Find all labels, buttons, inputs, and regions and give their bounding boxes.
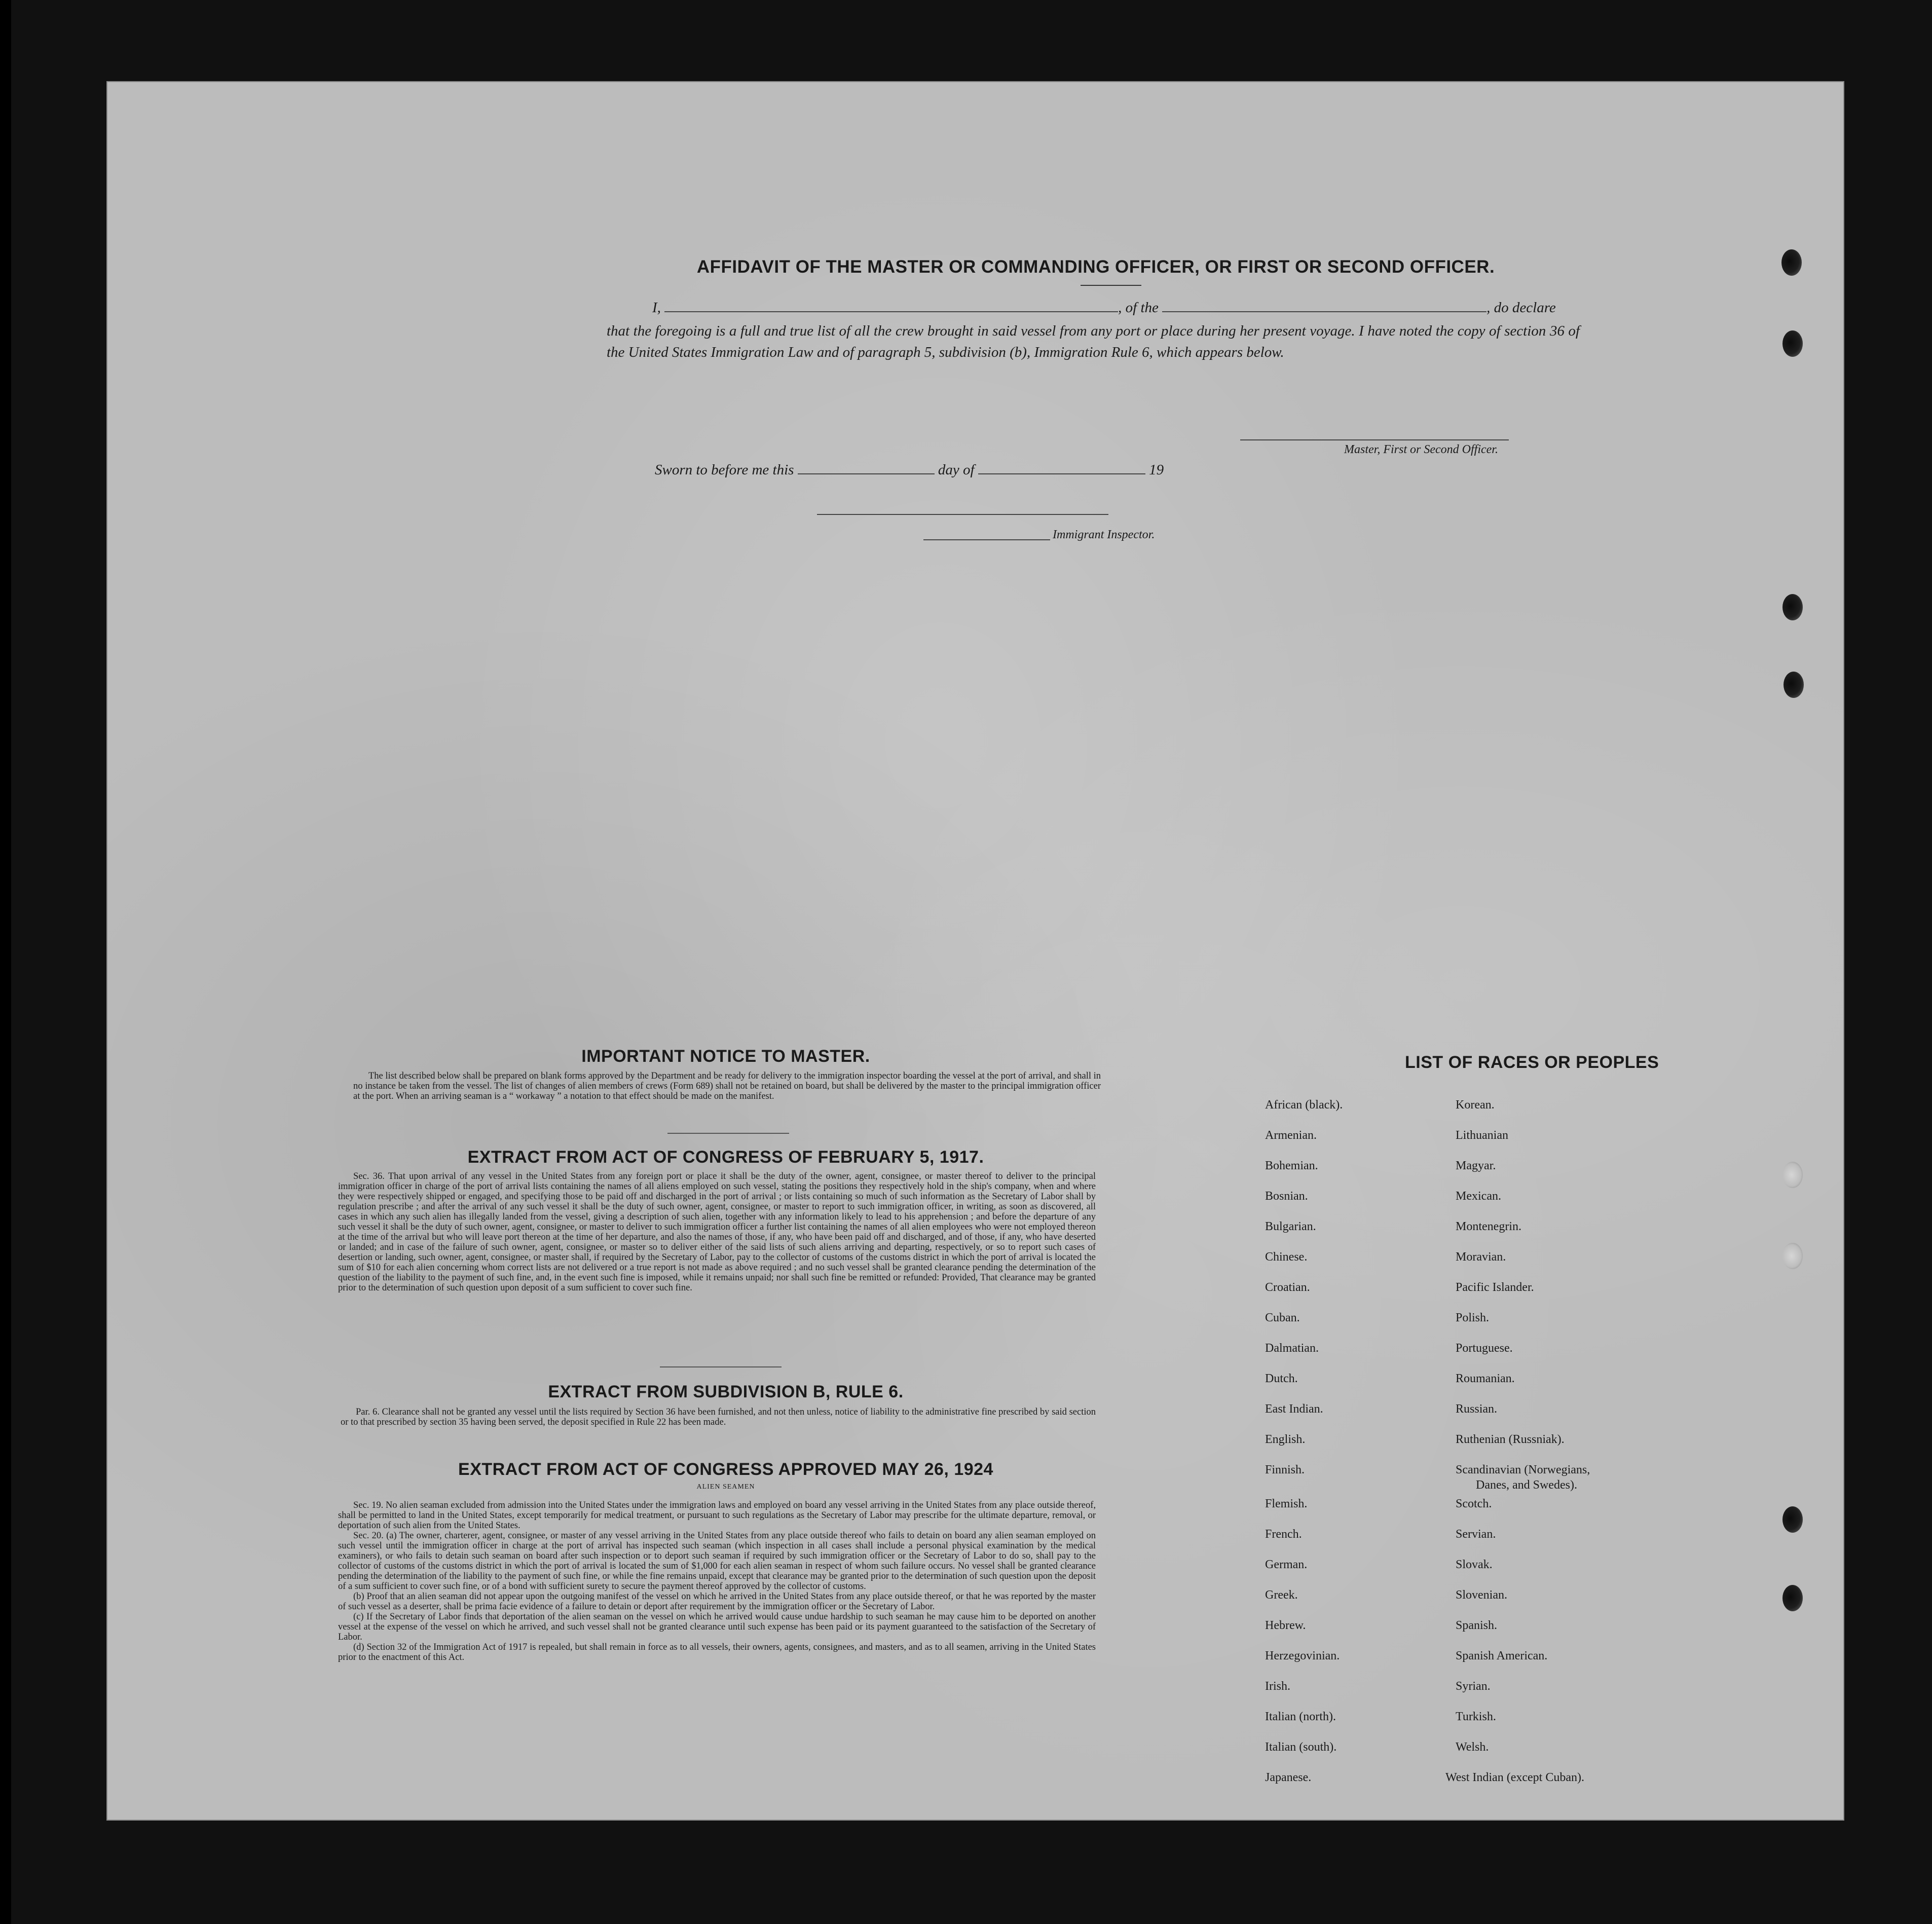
race-item: Scandinavian (Norwegians,	[1456, 1463, 1590, 1476]
punch-hole	[1782, 594, 1803, 620]
notice-title: IMPORTANT NOTICE TO MASTER.	[581, 1047, 870, 1066]
race-item: Bohemian.	[1265, 1159, 1318, 1172]
of-the-label: , of the	[1118, 300, 1159, 316]
race-item: Flemish.	[1265, 1497, 1308, 1510]
race-item: Croatian.	[1265, 1281, 1310, 1294]
punch-hole	[1782, 1506, 1803, 1533]
title-rule	[1081, 285, 1141, 286]
races-right-column	[1445, 1098, 1729, 1808]
punch-hole	[1782, 1243, 1803, 1269]
race-item: Lithuanian	[1456, 1129, 1508, 1142]
punch-hole	[1782, 1585, 1803, 1611]
race-item: Pacific Islander.	[1456, 1281, 1534, 1294]
section-divider	[660, 1366, 782, 1367]
race-item: Spanish.	[1456, 1619, 1498, 1632]
sworn-prefix: Sworn to before me this	[655, 462, 794, 478]
extract-1924-body	[338, 1500, 1096, 1662]
sworn-line	[655, 461, 1164, 478]
signature-label: Master, First or Second Officer.	[1344, 443, 1498, 456]
extract-1924-title: EXTRACT FROM ACT OF CONGRESS APPROVED MAY 26, 1924	[458, 1460, 993, 1479]
extract-rule6-body: Par. 6. Clearance shall not be granted any vessel until the lists required by Section 36 have been furnished, and not then unless, notice of liability to the administrative fine prescribed by said section or to that prescribed by section 35 having been served, the deposit specified in Rule 22 has been made.	[341, 1407, 1096, 1427]
race-item: Slovenian.	[1456, 1588, 1507, 1602]
race-item: Magyar.	[1456, 1159, 1496, 1172]
race-item: Hebrew.	[1265, 1619, 1306, 1632]
extract-1917-title: EXTRACT FROM ACT OF CONGRESS OF FEBRUARY 5, 1917.	[467, 1148, 984, 1167]
section-20c-paragraph: (c) If the Secretary of Labor finds that deportation of the alien seaman on the vessel on which he arrived would cause undue hardship to such seaman he may cause him to be deported on another vessel at the expense of the vessel on which he arrived, and such vessel shall not be granted clearance until such expense has been paid or its payment guaranteed to the satisfaction of the Secretary of Labor.	[338, 1612, 1096, 1642]
section-20a-paragraph: Sec. 20. (a) The owner, charterer, agent, consignee, or master of any vessel arriving in the United States from any place outside thereof who fails to detain on board any alien seaman employed on such vessel until the immigration officer in charge at the port of arrival has inspected such seaman (which inspection in all cases shall include a personal physical examination by the medical examiners), or who fails to detain such seaman on board after such inspection or to deport such seaman if required by such immigration officer or the Secretary of Labor to do so, shall pay to the collector of customs of the customs district in which the port of arrival is located the sum of $1,000 for each alien seaman in respect of whom such failure occurs. No vessel shall be granted clearance pending the determination of the liability to the payment of such fine, or while the fine remains unpaid, except that clearance may be granted prior to the determination of such question upon the deposit of a sum sufficient to cover such fine, or of a bond with sufficient surety to secure the payment thereof approved by the collector of customs.	[338, 1531, 1096, 1592]
race-item: East Indian.	[1265, 1402, 1323, 1416]
race-item: Armenian.	[1265, 1129, 1317, 1142]
race-item: Bulgarian.	[1265, 1220, 1316, 1233]
inspector-label: Immigrant Inspector.	[1053, 528, 1155, 541]
inspector-short-line	[923, 539, 1050, 540]
day-of-label: day of	[938, 462, 975, 478]
race-item: Turkish.	[1456, 1710, 1496, 1723]
race-item: Irish.	[1265, 1680, 1290, 1693]
race-item: Italian (south).	[1265, 1741, 1337, 1754]
section-20b-paragraph: (b) Proof that an alien seaman did not appear upon the outgoing manifest of the vessel on which he arrived in the United States from any place outside thereof, or that he was reported by the master of such vessel as a deserter, shall be prima facie evidence of a failure to detain or deport after requirement by the immigration officer or the Secretary of Labor.	[338, 1592, 1096, 1612]
race-item: Italian (north).	[1265, 1710, 1336, 1723]
race-item: Cuban.	[1265, 1311, 1300, 1324]
section-divider	[667, 1133, 789, 1134]
section-19-paragraph: Sec. 19. No alien seaman excluded from admission into the United States under the immigration laws and employed on board any vessel arriving in the United States from any place outside thereof, shall be permitted to land in the United States, except temporarily for medical treatment, or pursuant to such regulations as the Secretary of Labor may prescribe for the ultimate departure, removal, or deportation of such alien from the United States.	[338, 1500, 1096, 1531]
race-item: Montenegrin.	[1456, 1220, 1521, 1233]
race-item: French.	[1265, 1528, 1302, 1541]
race-item: Spanish American.	[1456, 1649, 1548, 1662]
declarant-name-blank[interactable]	[664, 299, 1118, 312]
race-item: German.	[1265, 1558, 1308, 1571]
race-item: Syrian.	[1456, 1680, 1491, 1693]
extract-1917-body: Sec. 36. That upon arrival of any vessel in the United States from any foreign port or place it shall be the duty of the owner, agent, consignee, or master thereof to deliver to the principal immigration officer in charge of the port of arrival lists containing the names of all aliens employed on such vessel, stating the positions they respectively hold in the ship's company, when and where they were respectively shipped or engaged, and specifying those to be paid off and discharged in the port of arrival ; or lists containing so much of such information as the Secretary of Labor shall by regulation prescribe ; and after the arrival of any such vessel it shall be the duty of such owner, agent, consignee, or master to report to such immigration officer, in writing, as soon as discovered, all cases in which any such alien has illegally landed from the vessel, giving a description of such alien, together with any information likely to lead to his apprehension ; and before the departure of any such vessel it shall be the duty of such owner, agent, consignee, or master to deliver to such immigration officer a further list containing the names of all alien employees who were not employed thereon at the time of the arrival but who will leave port thereon at the time of her departure, and also the names of those, if any, who have been paid off and discharged, and of those, if any, who have deserted or landed; and in case of the failure of such owner, agent, consignee, or master so to deliver either of the said lists of such aliens arriving and departing, respectively, or so to report such cases of desertion or landing, such owner, agent, consignee, or master shall, if required by the Secretary of Labor, pay to the collector of customs of the customs district in which the port of arrival is located the sum of $10 for each alien concerning whom correct lists are not delivered or a true report is not made as above required ; and no such vessel shall be granted clearance pending the determination of the question of the liability to the payment of such fine, and, in the event such fine is imposed, while it remains unpaid; nor shall such fine be remitted or refunded: Provided, That clearance may be granted prior to the determination of such question upon deposit of a sum sufficient to cover such fine.	[338, 1171, 1096, 1293]
race-item: Mexican.	[1456, 1190, 1501, 1203]
race-item: Greek.	[1265, 1588, 1298, 1602]
race-item: Herzegovinian.	[1265, 1649, 1340, 1662]
race-item: Dalmatian.	[1265, 1342, 1319, 1355]
race-item: Portuguese.	[1456, 1342, 1513, 1355]
affidavit-body: that the foregoing is a full and true list of all the crew brought in said vessel from any port or place during her present voyage. I have noted the copy of section 36 of the United States Immigration Law and of paragraph 5, subdivision (b), Immigration Rule 6, which appears below.	[607, 323, 1580, 360]
race-item: Ruthenian (Russniak).	[1456, 1433, 1565, 1446]
section-20d-paragraph: (d) Section 32 of the Immigration Act of 1917 is repealed, but shall remain in force as to all vessels, their owners, agents, consignees, and masters, and as to all seamen, arriving in the United States prior to the enactment of this Act.	[338, 1642, 1096, 1662]
vessel-name-blank[interactable]	[1162, 299, 1487, 312]
punch-hole	[1782, 1162, 1803, 1188]
race-item: Korean.	[1456, 1098, 1495, 1112]
race-item-continuation: Danes, and Swedes).	[1476, 1478, 1577, 1492]
race-item: Moravian.	[1456, 1250, 1506, 1264]
declaration-line	[652, 299, 1585, 316]
race-item: Finnish.	[1265, 1463, 1305, 1476]
year-prefix: 19	[1149, 462, 1164, 478]
race-item: Roumanian.	[1456, 1372, 1515, 1385]
race-item: Scotch.	[1456, 1497, 1492, 1510]
punch-hole	[1782, 330, 1803, 357]
notice-body: The list described below shall be prepared on blank forms approved by the Department and be ready for delivery to the immigration inspector boarding the vessel at the port of arrival, and shall in no instance be taken from the vessel. The list of changes of alien members of crews (Form 689) shall not be retained on board, but shall be delivered by the master to the principal immigration officer at the port. When an arriving seaman is a “ workaway ” a notation to that effect should be made on the manifest.	[353, 1071, 1101, 1101]
document-page	[107, 82, 1843, 1820]
race-item: Welsh.	[1456, 1741, 1489, 1754]
extract-rule6-title: EXTRACT FROM SUBDIVISION B, RULE 6.	[548, 1382, 904, 1401]
signature-line[interactable]	[1240, 439, 1509, 440]
race-item: Chinese.	[1265, 1250, 1308, 1264]
race-item: Dutch.	[1265, 1372, 1298, 1385]
race-item: Slovak.	[1456, 1558, 1493, 1571]
races-left-column	[1258, 1098, 1430, 1808]
declarant-prefix: I,	[652, 300, 661, 316]
sworn-day-blank[interactable]	[798, 461, 935, 474]
race-item: Polish.	[1456, 1311, 1490, 1324]
declare-label: , do declare	[1487, 300, 1556, 316]
race-item: Russian.	[1456, 1402, 1498, 1416]
extract-1924-subtitle: ALIEN SEAMEN	[696, 1483, 755, 1491]
race-item: Servian.	[1456, 1528, 1496, 1541]
race-item: Japanese.	[1265, 1771, 1312, 1784]
affidavit-title: AFFIDAVIT OF THE MASTER OR COMMANDING OFFICER, OR FIRST OR SECOND OFFICER.	[696, 257, 1495, 277]
race-item: African (black).	[1265, 1098, 1343, 1112]
punch-hole	[1784, 672, 1804, 698]
race-item: English.	[1265, 1433, 1306, 1446]
sworn-month-blank[interactable]	[978, 461, 1145, 474]
punch-hole	[1781, 249, 1802, 276]
race-item: Bosnian.	[1265, 1190, 1308, 1203]
film-edge	[0, 0, 11, 1924]
race-item: West Indian (except Cuban).	[1445, 1771, 1584, 1784]
inspector-signature-line[interactable]	[817, 514, 1108, 515]
races-list-title: LIST OF RACES OR PEOPLES	[1405, 1053, 1659, 1072]
